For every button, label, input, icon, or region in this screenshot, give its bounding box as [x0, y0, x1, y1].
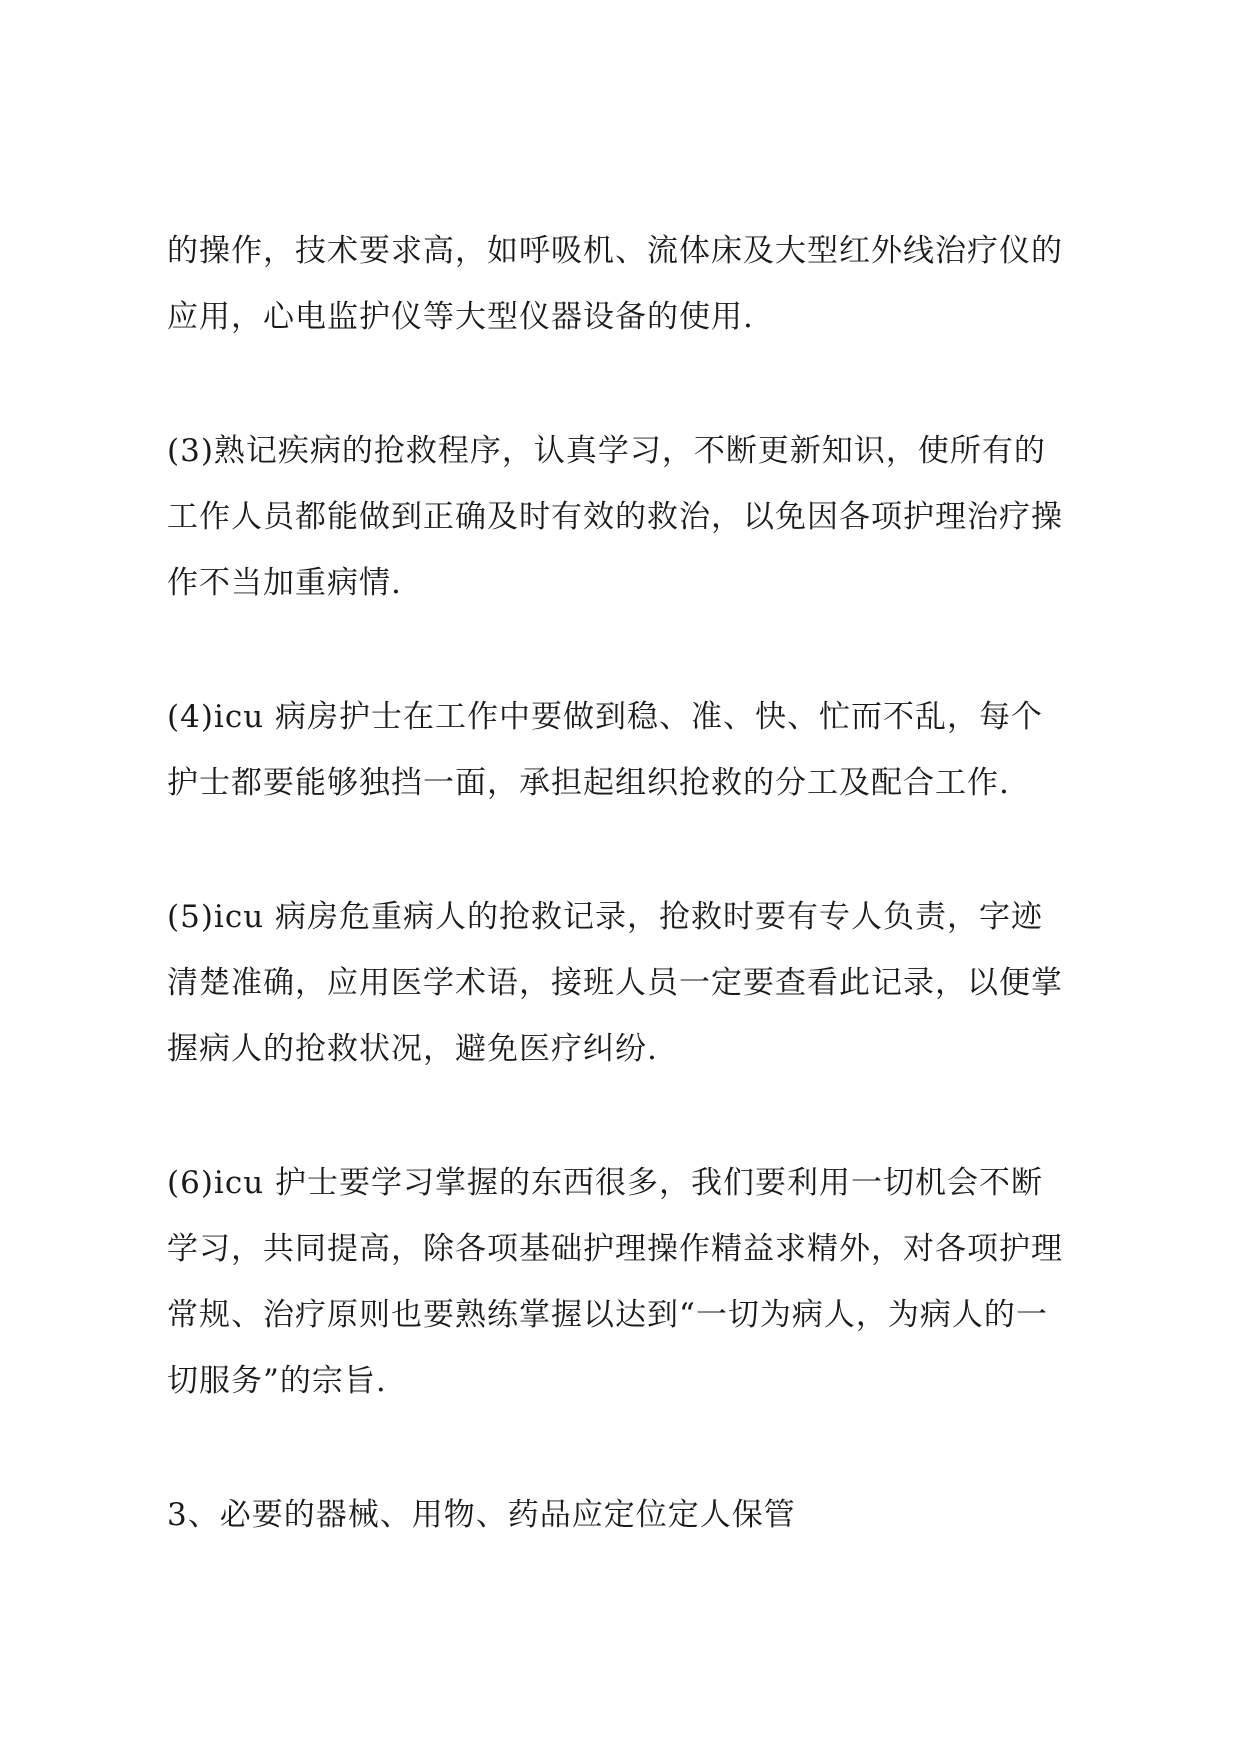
paragraph-item-6 — [167, 1150, 1091, 1414]
text-line: 常规、治疗原则也要熟练掌握以达到“一切为病人，为病人的一 — [167, 1297, 1048, 1333]
document-body — [167, 218, 1091, 1616]
text-line: 3、必要的器械、用物、药品应定位定人保管 — [167, 1497, 796, 1533]
section-heading-3 — [167, 1482, 1091, 1548]
text-line: 清楚准确，应用医学术语，接班人员一定要查看此记录，以便掌 — [167, 965, 1063, 1001]
paragraph-item-4 — [167, 684, 1091, 816]
text-line: 学习，共同提高，除各项基础护理操作精益求精外，对各项护理 — [167, 1231, 1063, 1267]
text-line: 护士都要能够独挡一面，承担起组织抢救的分工及配合工作. — [167, 765, 1010, 801]
text-line: 切服务”的宗旨. — [167, 1363, 387, 1399]
text-line: (3)熟记疾病的抢救程序，认真学习，不断更新知识，使所有的 — [167, 433, 1046, 469]
paragraph-equipment-operation — [167, 218, 1091, 350]
text-line: 应用，心电监护仪等大型仪器设备的使用. — [167, 299, 754, 335]
text-line: (5)icu 病房危重病人的抢救记录，抢救时要有专人负责，字迹 — [167, 899, 1044, 935]
text-line: 握病人的抢救状况，避免医疗纠纷. — [167, 1031, 658, 1067]
text-line: 的操作，技术要求高，如呼吸机、流体床及大型红外线治疗仪的 — [167, 233, 1063, 269]
text-line: 作不当加重病情. — [167, 565, 402, 601]
paragraph-item-3 — [167, 418, 1091, 616]
text-line: (6)icu 护士要学习掌握的东西很多，我们要利用一切机会不断 — [167, 1165, 1044, 1201]
text-line: 工作人员都能做到正确及时有效的救治，以免因各项护理治疗操 — [167, 499, 1063, 535]
text-line: (4)icu 病房护士在工作中要做到稳、准、快、忙而不乱，每个 — [167, 699, 1044, 735]
paragraph-item-5 — [167, 884, 1091, 1082]
